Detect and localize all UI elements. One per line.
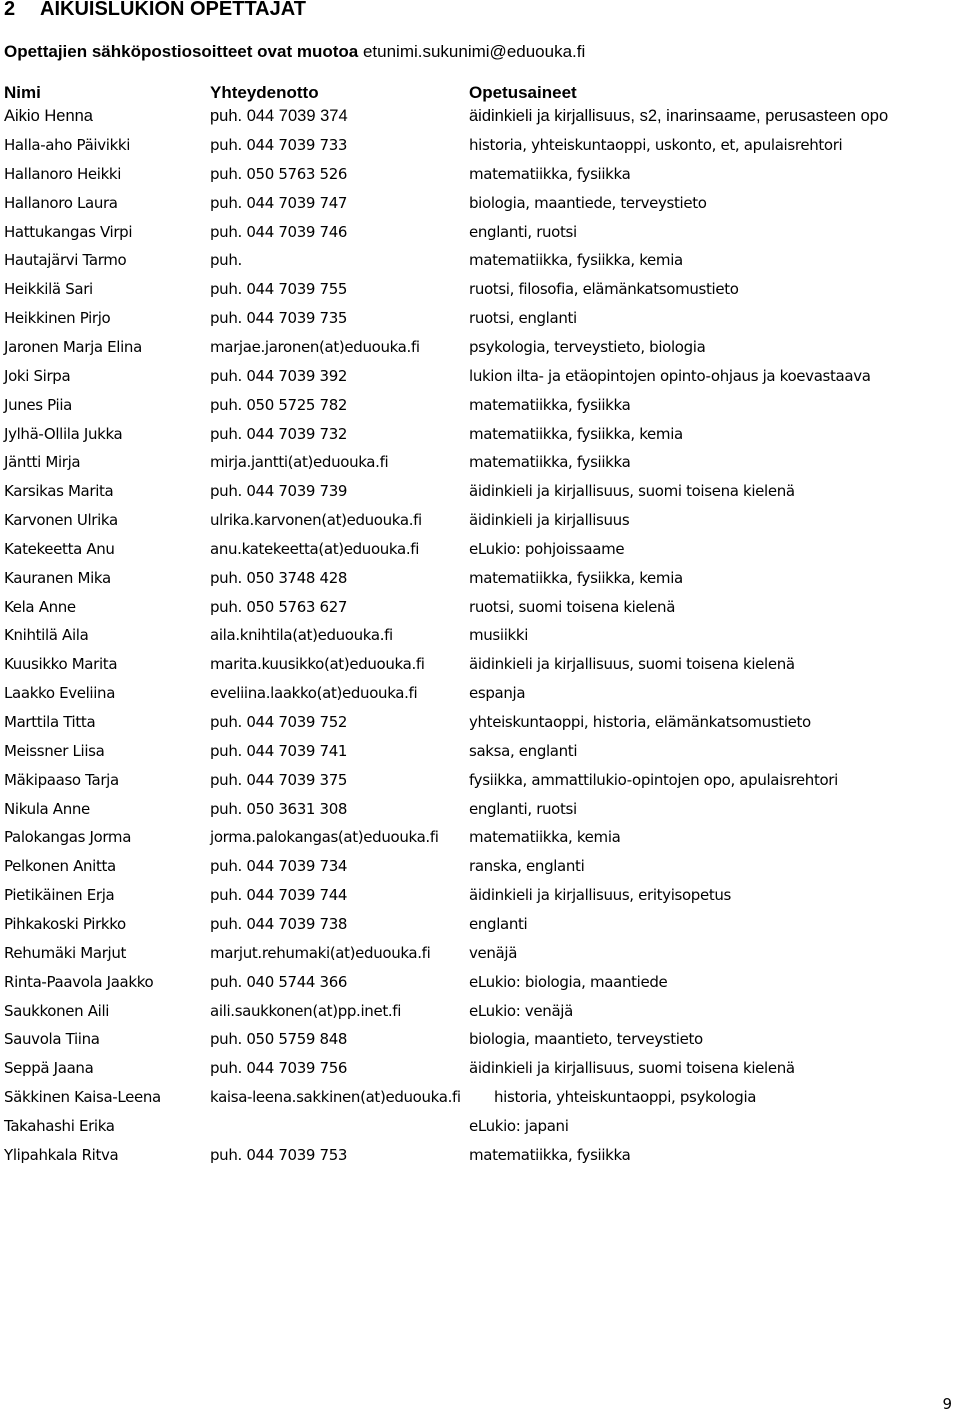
table-row bbox=[0, 540, 960, 569]
teacher-name: Halla-aho Päivikki bbox=[4, 136, 131, 154]
teacher-subjects: saksa, englanti bbox=[469, 742, 578, 760]
teacher-name: Kauranen Mika bbox=[4, 569, 111, 587]
table-row bbox=[0, 280, 960, 309]
teacher-name: Karvonen Ulrika bbox=[4, 511, 118, 529]
teacher-contact: aili.saukkonen(at)pp.inet.fi bbox=[210, 1002, 402, 1020]
section-number: 2 bbox=[4, 0, 16, 20]
table-row bbox=[0, 194, 960, 223]
teacher-name: Nikula Anne bbox=[4, 800, 90, 818]
teacher-name: Rehumäki Marjut bbox=[4, 944, 127, 962]
teacher-contact: puh. 044 7039 374 bbox=[210, 107, 348, 125]
teacher-subjects: biologia, maantieto, terveystieto bbox=[469, 1030, 703, 1048]
teacher-name: Rinta-Paavola Jaakko bbox=[4, 973, 154, 991]
email-format-note bbox=[4, 42, 585, 62]
table-row bbox=[0, 482, 960, 511]
teacher-contact: puh. 044 7039 747 bbox=[210, 194, 348, 212]
header-subjects: Opetusaineet bbox=[469, 83, 577, 102]
teacher-contact: kaisa-leena.sakkinen(at)eduouka.fi bbox=[210, 1088, 461, 1106]
teacher-name: Kuusikko Marita bbox=[4, 655, 118, 673]
teacher-subjects: lukion ilta- ja etäopintojen opinto-ohjaus ja koevastaava bbox=[469, 367, 871, 385]
teacher-contact: eveliina.laakko(at)eduouka.fi bbox=[210, 684, 418, 702]
teacher-name: Pietikäinen Erja bbox=[4, 886, 115, 904]
email-format-text: Opettajien sähköpostiosoitteet ovat muotoa bbox=[4, 42, 359, 61]
teacher-contact: puh. 044 7039 756 bbox=[210, 1059, 348, 1077]
teacher-name: Jylhä-Ollila Jukka bbox=[4, 425, 123, 443]
teacher-name: Takahashi Erika bbox=[4, 1117, 115, 1135]
teacher-name: Laakko Eveliina bbox=[4, 684, 116, 702]
teacher-name: Junes Piia bbox=[4, 396, 72, 414]
teacher-name: Jaronen Marja Elina bbox=[4, 338, 142, 356]
teacher-name: Seppä Jaana bbox=[4, 1059, 94, 1077]
teacher-subjects: psykologia, terveystieto, biologia bbox=[469, 338, 706, 356]
header-contact: Yhteydenotto bbox=[210, 83, 319, 102]
teacher-subjects: ruotsi, filosofia, elämänkatsomustieto bbox=[469, 280, 739, 298]
teacher-contact: aila.knihtila(at)eduouka.fi bbox=[210, 626, 393, 644]
teacher-subjects: espanja bbox=[469, 684, 526, 702]
teacher-subjects: eLukio: pohjoissaame bbox=[469, 540, 625, 558]
teacher-contact: marjae.jaronen(at)eduouka.fi bbox=[210, 338, 420, 356]
teacher-contact: jorma.palokangas(at)eduouka.fi bbox=[210, 828, 439, 846]
teacher-name: Hallanoro Heikki bbox=[4, 165, 122, 183]
table-row bbox=[0, 367, 960, 396]
teacher-contact: puh. 044 7039 755 bbox=[210, 280, 348, 298]
teacher-name: Pelkonen Anitta bbox=[4, 857, 116, 875]
teacher-subjects: eLukio: venäjä bbox=[469, 1002, 573, 1020]
teacher-name: Mäkipaaso Tarja bbox=[4, 771, 119, 789]
table-row bbox=[0, 598, 960, 627]
teacher-name: Aikio Henna bbox=[4, 107, 93, 125]
table-row bbox=[0, 973, 960, 1002]
teacher-name: Hallanoro Laura bbox=[4, 194, 118, 212]
table-row bbox=[0, 800, 960, 829]
table-row bbox=[0, 511, 960, 540]
table-row bbox=[0, 425, 960, 454]
teacher-contact: puh. 044 7039 392 bbox=[210, 367, 348, 385]
teacher-name: Säkkinen Kaisa-Leena bbox=[4, 1088, 161, 1106]
teacher-subjects: englanti bbox=[469, 915, 528, 933]
table-row bbox=[0, 1146, 960, 1175]
teacher-subjects: venäjä bbox=[469, 944, 518, 962]
teacher-name: Sauvola Tiina bbox=[4, 1030, 100, 1048]
teacher-subjects: matematiikka, fysiikka bbox=[469, 453, 631, 471]
section-title: AIKUISLUKION OPETTAJAT bbox=[40, 0, 306, 20]
teacher-contact: mirja.jantti(at)eduouka.fi bbox=[210, 453, 389, 471]
teacher-contact: puh. 044 7039 738 bbox=[210, 915, 348, 933]
table-row bbox=[0, 1088, 960, 1117]
teacher-subjects: biologia, maantiede, terveystieto bbox=[469, 194, 707, 212]
teacher-contact: puh. 050 5763 526 bbox=[210, 165, 348, 183]
table-row bbox=[0, 655, 960, 684]
teacher-subjects: fysiikka, ammattilukio-opintojen opo, apulaisrehtori bbox=[469, 771, 838, 789]
table-row bbox=[0, 828, 960, 857]
teacher-contact: marjut.rehumaki(at)eduouka.fi bbox=[210, 944, 431, 962]
table-row bbox=[0, 107, 960, 136]
teacher-contact: puh. 050 5763 627 bbox=[210, 598, 348, 616]
teacher-contact: puh. 044 7039 739 bbox=[210, 482, 348, 500]
table-row bbox=[0, 771, 960, 800]
table-row bbox=[0, 626, 960, 655]
teacher-contact: puh. 050 3631 308 bbox=[210, 800, 348, 818]
teacher-subjects: äidinkieli ja kirjallisuus, suomi toisena kielenä bbox=[469, 655, 795, 673]
teacher-name: Palokangas Jorma bbox=[4, 828, 132, 846]
table-row bbox=[0, 136, 960, 165]
teacher-subjects: äidinkieli ja kirjallisuus, s2, inarinsaame, perusasteen opo bbox=[469, 107, 889, 125]
teacher-subjects: englanti, ruotsi bbox=[469, 223, 577, 241]
teacher-contact: puh. 044 7039 734 bbox=[210, 857, 348, 875]
teacher-subjects: historia, yhteiskuntaoppi, uskonto, et, apulaisrehtori bbox=[469, 136, 843, 154]
table-row bbox=[0, 453, 960, 482]
teacher-subjects: englanti, ruotsi bbox=[469, 800, 577, 818]
teacher-name: Heikkinen Pirjo bbox=[4, 309, 111, 327]
teacher-name: Jäntti Mirja bbox=[4, 453, 81, 471]
header-name: Nimi bbox=[4, 83, 41, 102]
table-row bbox=[0, 309, 960, 338]
teacher-contact: puh. 044 7039 752 bbox=[210, 713, 348, 731]
teacher-contact: puh. 044 7039 744 bbox=[210, 886, 348, 904]
teacher-contact: puh. 044 7039 746 bbox=[210, 223, 348, 241]
teacher-subjects: historia, yhteiskuntaoppi, psykologia bbox=[494, 1088, 757, 1106]
teacher-contact: puh. bbox=[210, 251, 242, 269]
table-row bbox=[0, 886, 960, 915]
table-row bbox=[0, 223, 960, 252]
teacher-name: Marttila Titta bbox=[4, 713, 96, 731]
teacher-subjects: ranska, englanti bbox=[469, 857, 585, 875]
teacher-contact: puh. 050 5725 782 bbox=[210, 396, 348, 414]
table-row bbox=[0, 251, 960, 280]
teacher-name: Joki Sirpa bbox=[4, 367, 71, 385]
teacher-contact: puh. 044 7039 732 bbox=[210, 425, 348, 443]
teacher-name: Heikkilä Sari bbox=[4, 280, 93, 298]
teacher-subjects: matematiikka, kemia bbox=[469, 828, 621, 846]
teacher-subjects: eLukio: japani bbox=[469, 1117, 569, 1135]
table-row bbox=[0, 1030, 960, 1059]
teacher-subjects: äidinkieli ja kirjallisuus, suomi toisena kielenä bbox=[469, 1059, 795, 1077]
table-row bbox=[0, 915, 960, 944]
teacher-contact: ulrika.karvonen(at)eduouka.fi bbox=[210, 511, 422, 529]
table-row bbox=[0, 338, 960, 367]
teacher-subjects: matematiikka, fysiikka bbox=[469, 165, 631, 183]
teacher-name: Hattukangas Virpi bbox=[4, 223, 133, 241]
table-row bbox=[0, 569, 960, 598]
table-row bbox=[0, 1002, 960, 1031]
table-row bbox=[0, 396, 960, 425]
teacher-name: Hautajärvi Tarmo bbox=[4, 251, 127, 269]
table-row bbox=[0, 742, 960, 771]
teacher-name: Karsikas Marita bbox=[4, 482, 114, 500]
teacher-contact: puh. 050 5759 848 bbox=[210, 1030, 348, 1048]
teacher-contact: puh. 050 3748 428 bbox=[210, 569, 348, 587]
teacher-contact: puh. 044 7039 735 bbox=[210, 309, 348, 327]
teacher-name: Ylipahkala Ritva bbox=[4, 1146, 119, 1164]
teacher-subjects: matematiikka, fysiikka, kemia bbox=[469, 569, 683, 587]
teacher-subjects: ruotsi, englanti bbox=[469, 309, 577, 327]
table-header-row bbox=[0, 83, 960, 105]
teacher-subjects: eLukio: biologia, maantiede bbox=[469, 973, 668, 991]
teacher-contact: puh. 044 7039 375 bbox=[210, 771, 348, 789]
table-row bbox=[0, 944, 960, 973]
teacher-subjects: matematiikka, fysiikka, kemia bbox=[469, 251, 683, 269]
table-row bbox=[0, 684, 960, 713]
table-row bbox=[0, 1117, 960, 1146]
table-row bbox=[0, 713, 960, 742]
teacher-subjects: musiikki bbox=[469, 626, 529, 644]
teacher-subjects: matematiikka, fysiikka bbox=[469, 396, 631, 414]
teacher-subjects: äidinkieli ja kirjallisuus bbox=[469, 511, 630, 529]
table-row bbox=[0, 165, 960, 194]
table-row bbox=[0, 857, 960, 886]
teacher-name: Katekeetta Anu bbox=[4, 540, 115, 558]
table-row bbox=[0, 1059, 960, 1088]
teacher-name: Saukkonen Aili bbox=[4, 1002, 110, 1020]
teacher-contact: puh. 040 5744 366 bbox=[210, 973, 348, 991]
email-format-pattern: etunimi.sukunimi@eduouka.fi bbox=[362, 42, 586, 61]
teacher-name: Meissner Liisa bbox=[4, 742, 105, 760]
page-number: 9 bbox=[942, 1395, 952, 1413]
teacher-contact: marita.kuusikko(at)eduouka.fi bbox=[210, 655, 425, 673]
section-heading bbox=[4, 0, 306, 21]
teacher-subjects: matematiikka, fysiikka bbox=[469, 1146, 631, 1164]
teacher-name: Knihtilä Aila bbox=[4, 626, 89, 644]
teacher-contact: puh. 044 7039 753 bbox=[210, 1146, 348, 1164]
teacher-subjects: matematiikka, fysiikka, kemia bbox=[469, 425, 683, 443]
teacher-contact: puh. 044 7039 741 bbox=[210, 742, 348, 760]
teacher-name: Kela Anne bbox=[4, 598, 76, 616]
teacher-subjects: äidinkieli ja kirjallisuus, erityisopetus bbox=[469, 886, 732, 904]
teacher-subjects: ruotsi, suomi toisena kielenä bbox=[469, 598, 676, 616]
teacher-contact: anu.katekeetta(at)eduouka.fi bbox=[210, 540, 420, 558]
teacher-name: Pihkakoski Pirkko bbox=[4, 915, 126, 933]
teacher-subjects: äidinkieli ja kirjallisuus, suomi toisena kielenä bbox=[469, 482, 795, 500]
teacher-contact: puh. 044 7039 733 bbox=[210, 136, 348, 154]
teacher-subjects: yhteiskuntaoppi, historia, elämänkatsomustieto bbox=[469, 713, 811, 731]
